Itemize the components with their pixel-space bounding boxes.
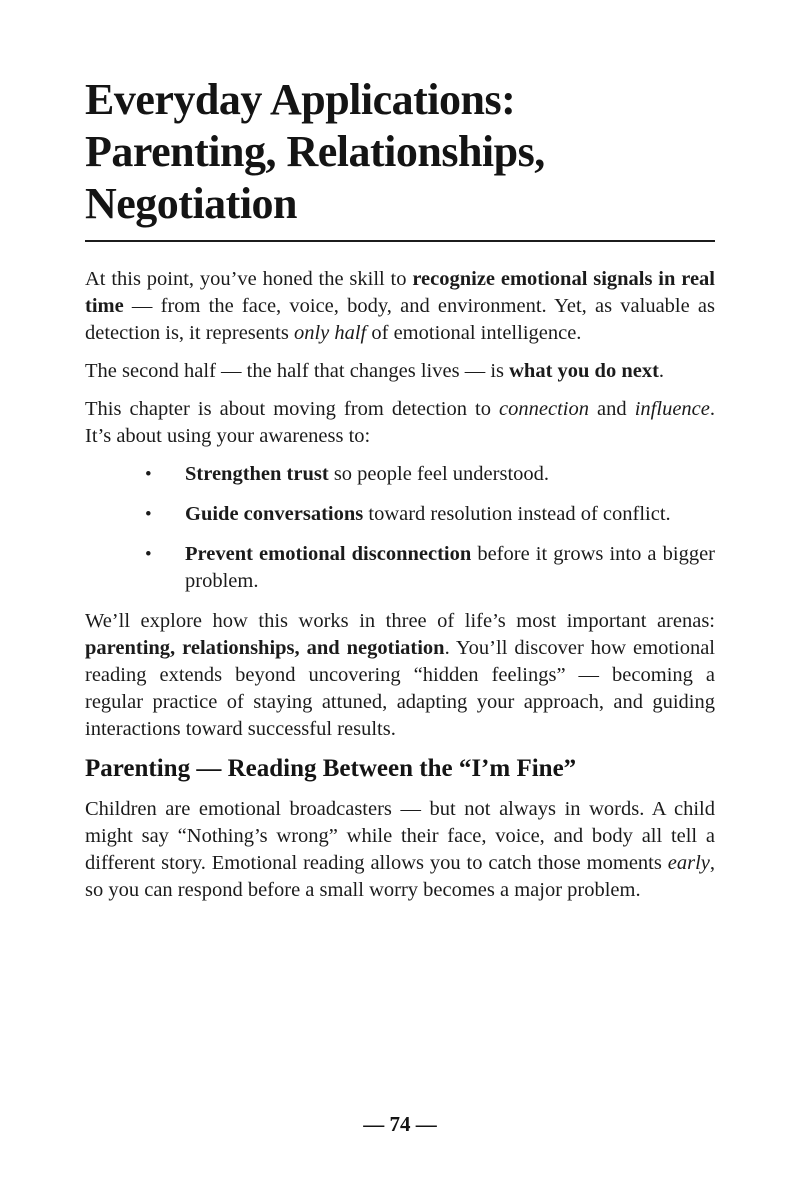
title-divider bbox=[85, 240, 715, 242]
list-item bbox=[85, 541, 715, 595]
bullet-icon: • bbox=[145, 464, 152, 485]
body-text bbox=[85, 266, 715, 904]
list-item-text: Guide conversations toward resolution instead of conflict. bbox=[185, 503, 671, 525]
bullet-icon: • bbox=[145, 544, 152, 565]
paragraph-second-half: The second half — the half that changes lives — is what you do next. bbox=[85, 360, 665, 382]
list-item-text: Prevent emotional disconnection before it grows into a bigger problem. bbox=[185, 543, 715, 592]
bullet-icon: • bbox=[145, 504, 152, 525]
page-title-line-3: Negotiation bbox=[85, 179, 298, 228]
paragraph-chapter-about: This chapter is about moving from detection to connection and influence. It’s about using your awareness to: bbox=[85, 398, 715, 447]
section-heading-parenting: Parenting — Reading Between the “I’m Fine” bbox=[85, 755, 577, 782]
benefits-list bbox=[85, 461, 715, 595]
page-title-line-2: Parenting, Relationships, bbox=[85, 127, 545, 176]
paragraph-three-arenas: We’ll explore how this works in three of life’s most important arenas: parenting, relationships, and negotiation. You’ll discover how emotional reading extends beyond uncovering “hidden feelings” — becoming a regular practice of staying attuned, adapting your approach, and guiding interactions toward successful results. bbox=[85, 610, 715, 740]
list-item bbox=[85, 461, 715, 488]
page-title bbox=[85, 74, 715, 230]
paragraph-children-broadcasters: Children are emotional broadcasters — but not always in words. A child might say “Nothing’s wrong” while their face, voice, and body all tell a different story. Emotional reading allows you to catch those moments early, so you can respond before a small worry becomes a major problem. bbox=[85, 798, 715, 901]
page-number: — 74 — bbox=[363, 1112, 437, 1136]
list-item bbox=[85, 501, 715, 528]
paragraph-intro: At this point, you’ve honed the skill to recognize emotional signals in real time — from the face, voice, body, and environment. Yet, as valuable as detection is, it represents only half of emotional intelligence. bbox=[85, 268, 715, 344]
list-item-text: Strengthen trust so people feel understood. bbox=[185, 463, 550, 485]
page-title-line-1: Everyday Applications: bbox=[85, 75, 516, 124]
